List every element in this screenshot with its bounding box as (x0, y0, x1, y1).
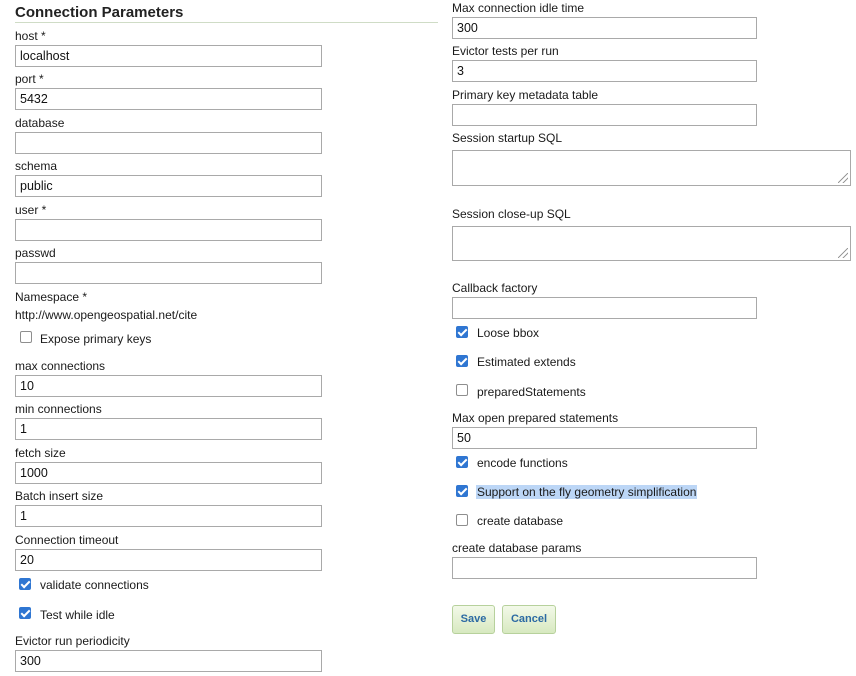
evictor-tests-per-run-label: Evictor tests per run (452, 44, 559, 58)
resize-grip-icon[interactable] (838, 173, 848, 183)
max-connection-idle-time-label: Max connection idle time (452, 1, 585, 15)
support-simplification-checkbox[interactable] (456, 485, 468, 497)
user-label: user * (15, 203, 47, 217)
min-connections-input[interactable] (15, 418, 322, 440)
fetch-size-label: fetch size (15, 446, 66, 460)
session-startup-sql-label: Session startup SQL (452, 131, 563, 145)
namespace-label: Namespace * (15, 290, 88, 304)
database-label: database (15, 116, 65, 130)
cancel-button[interactable]: Cancel (502, 605, 556, 634)
passwd-label: passwd (15, 246, 56, 260)
evictor-tests-per-run-input[interactable] (452, 60, 757, 82)
validate-connections-checkbox[interactable] (19, 578, 31, 590)
session-closeup-sql-textarea[interactable] (452, 226, 851, 261)
section-divider (15, 22, 438, 23)
evictor-run-periodicity-label: Evictor run periodicity (15, 634, 130, 648)
host-input[interactable] (15, 45, 322, 67)
session-startup-sql-textarea[interactable] (452, 150, 851, 186)
max-connections-input[interactable] (15, 375, 322, 397)
save-button[interactable]: Save (452, 605, 495, 634)
primary-key-metadata-table-label: Primary key metadata table (452, 88, 599, 102)
user-input[interactable] (15, 219, 322, 241)
session-closeup-sql-label: Session close-up SQL (452, 207, 571, 221)
create-database-checkbox[interactable] (456, 514, 468, 526)
host-label: host * (15, 29, 46, 43)
encode-functions-label: encode functions (477, 456, 568, 470)
passwd-input[interactable] (15, 262, 322, 284)
validate-connections-label: validate connections (40, 578, 149, 592)
encode-functions-checkbox[interactable] (456, 456, 468, 468)
port-label: port * (15, 72, 44, 86)
estimated-extends-checkbox[interactable] (456, 355, 468, 367)
loose-bbox-checkbox[interactable] (456, 326, 468, 338)
max-connection-idle-time-input[interactable] (452, 17, 757, 39)
estimated-extends-label: Estimated extends (477, 355, 576, 369)
create-database-label: create database (477, 514, 564, 528)
port-input[interactable] (15, 88, 322, 110)
max-open-prepared-statements-label: Max open prepared statements (452, 411, 619, 425)
support-simplification-text: Support on the fly geometry simplification (477, 485, 697, 499)
create-database-params-input[interactable] (452, 557, 757, 579)
test-while-idle-label: Test while idle (40, 608, 115, 622)
test-while-idle-checkbox[interactable] (19, 607, 31, 619)
max-open-prepared-statements-input[interactable] (452, 427, 757, 449)
expose-primary-keys-checkbox[interactable] (20, 331, 32, 343)
section-title: Connection Parameters (15, 4, 184, 21)
primary-key-metadata-table-input[interactable] (452, 104, 757, 126)
support-simplification-label (476, 485, 697, 499)
batch-insert-size-label: Batch insert size (15, 489, 104, 503)
loose-bbox-label: Loose bbox (477, 326, 540, 340)
evictor-run-periodicity-input[interactable] (15, 650, 322, 672)
expose-primary-keys-label: Expose primary keys (40, 332, 152, 346)
create-database-params-label: create database params (452, 541, 582, 555)
database-input[interactable] (15, 132, 322, 154)
prepared-statements-label: preparedStatements (477, 385, 586, 399)
connection-timeout-input[interactable] (15, 549, 322, 571)
callback-factory-label: Callback factory (452, 281, 538, 295)
schema-input[interactable] (15, 175, 322, 197)
resize-grip-icon[interactable] (838, 248, 848, 258)
schema-label: schema (15, 159, 58, 173)
min-connections-label: min connections (15, 402, 102, 416)
prepared-statements-checkbox[interactable] (456, 384, 468, 396)
namespace-value: http://www.opengeospatial.net/cite (15, 308, 198, 322)
batch-insert-size-input[interactable] (15, 505, 322, 527)
connection-timeout-label: Connection timeout (15, 533, 119, 547)
fetch-size-input[interactable] (15, 462, 322, 484)
callback-factory-input[interactable] (452, 297, 757, 319)
max-connections-label: max connections (15, 359, 106, 373)
